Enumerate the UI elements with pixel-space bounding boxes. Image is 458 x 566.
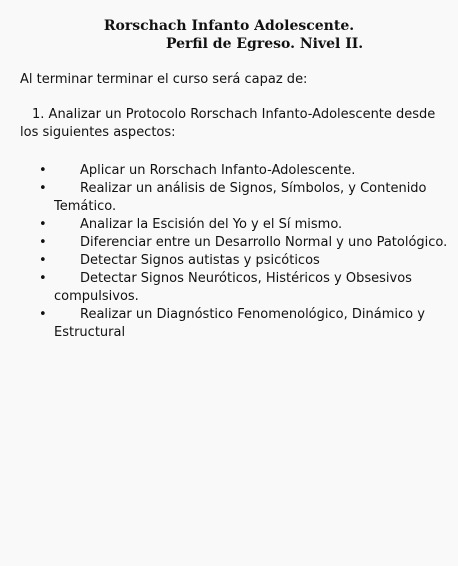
list-item-text: Detectar Signos Neuróticos, Histéricos y Obsesivos compulsivos. xyxy=(54,271,412,304)
list-item-text: Diferenciar entre un Desarrollo Normal y uno Patológico. xyxy=(80,235,448,250)
bullet-icon: • xyxy=(39,181,47,196)
bullet-list xyxy=(0,162,458,342)
list-item xyxy=(0,270,458,306)
list-item-text: Analizar la Escisión del Yo y el Sí mismo. xyxy=(80,217,343,232)
bullet-icon: • xyxy=(39,307,47,322)
bullet-icon: • xyxy=(39,217,47,232)
list-item-text: Realizar un análisis de Signos, Símbolos, y Contenido Temático. xyxy=(54,181,427,214)
numbered-item xyxy=(20,106,440,142)
list-item xyxy=(0,306,458,342)
bullet-icon: • xyxy=(39,271,47,286)
document-title: Rorschach Infanto Adolescente. xyxy=(103,18,355,34)
list-item xyxy=(0,216,458,234)
list-item-text: Realizar un Diagnóstico Fenomenológico, Dinámico y Estructural xyxy=(54,307,425,340)
bullet-icon: • xyxy=(39,163,47,178)
list-item-text: Aplicar un Rorschach Infanto-Adolescente. xyxy=(80,163,356,178)
list-item xyxy=(0,234,458,252)
list-item-text: Detectar Signos autistas y psicóticos xyxy=(80,253,320,268)
document-subtitle: Perfil de Egreso. Nivel II. xyxy=(166,36,364,52)
bullet-icon: • xyxy=(39,235,47,250)
list-item xyxy=(0,180,458,216)
list-item xyxy=(0,162,458,180)
item-text: Analizar un Protocolo Rorschach Infanto-Adolescente desde los siguientes aspectos: xyxy=(20,107,436,140)
item-number: 1. xyxy=(32,107,45,122)
list-item xyxy=(0,252,458,270)
bullet-icon: • xyxy=(39,253,47,268)
intro-text: Al terminar terminar el curso será capaz de: xyxy=(20,72,308,87)
